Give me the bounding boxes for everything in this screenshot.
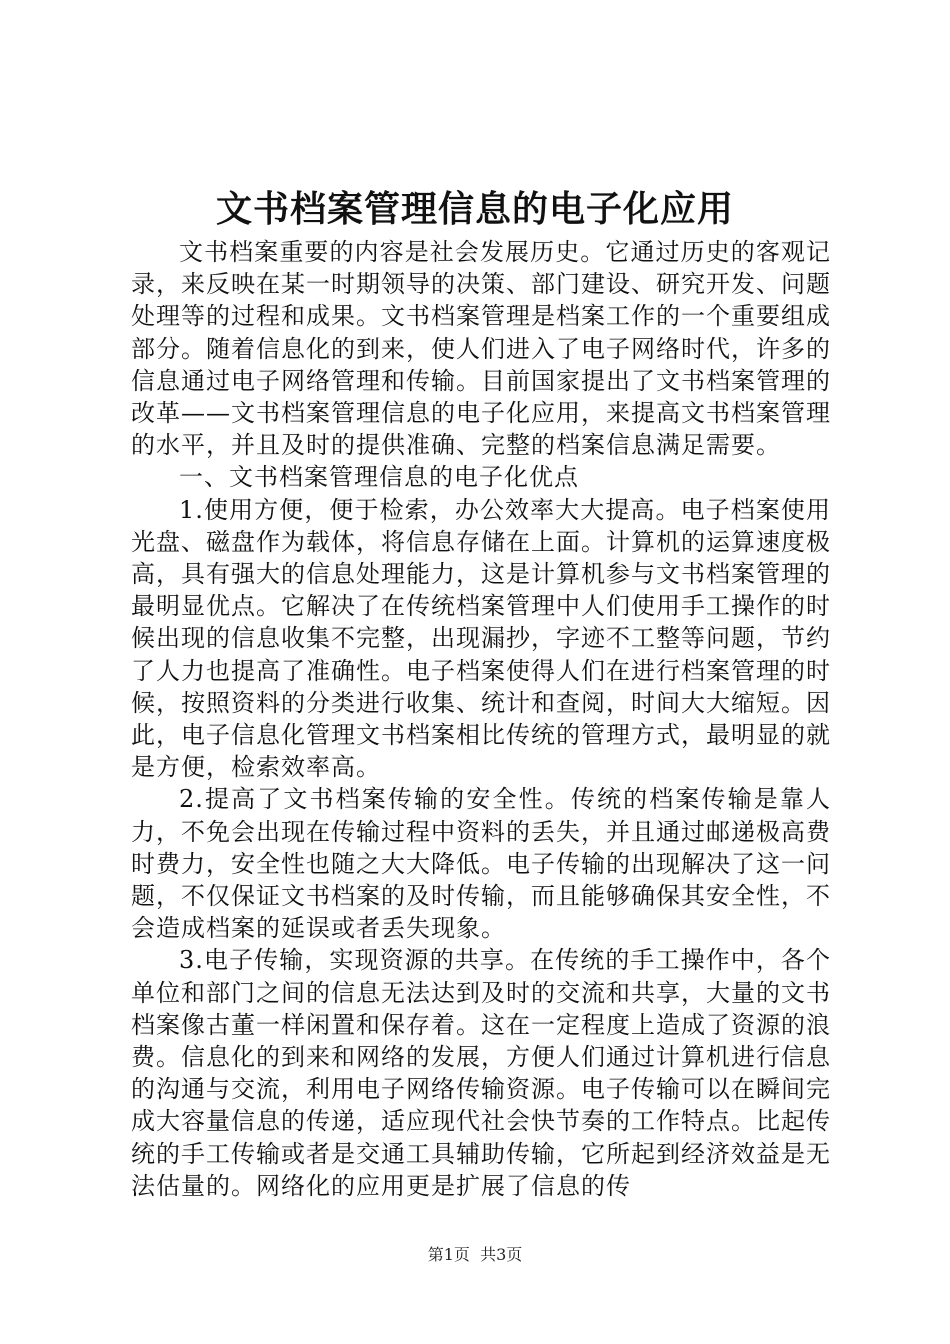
page-footer (0, 1244, 950, 1266)
page-total: 共3页 (480, 1245, 523, 1264)
document-body (131, 236, 831, 1202)
point-2-paragraph: 2.提高了文书档案传输的安全性。传统的档案传输是靠人力，不免会出现在传输过程中资料的丢失，并且通过邮递极高费时费力，安全性也随之大大降低。电子传输的出现解决了这一问题，不仅保证文书档案的及时传输，而且能够确保其安全性，不会造成档案的延误或者丢失现象。 (131, 785, 831, 943)
page-number: 第1页 (427, 1245, 470, 1264)
section-heading: 一、文书档案管理信息的电子化优点 (179, 463, 579, 492)
document-title: 文书档案管理信息的电子化应用 (215, 188, 734, 230)
intro-paragraph: 文书档案重要的内容是社会发展历史。它通过历史的客观记录，来反映在某一时期领导的决策、部门建设、研究开发、问题处理等的过程和成果。文书档案管理是档案工作的一个重要组成部分。随着信息化的到来，使人们进入了电子网络时代，许多的信息通过电子网络管理和传输。目前国家提出了文书档案管理的改革——文书档案管理信息的电子化应用，来提高文书档案管理的水平，并且及时的提供准确、完整的档案信息满足需要。 (131, 238, 831, 460)
point-1-paragraph: 1.使用方便，便于检索，办公效率大大提高。电子档案使用光盘、磁盘作为载体，将信息存储在上面。计算机的运算速度极高，具有强大的信息处理能力，这是计算机参与文书档案管理的最明显优点。它解决了在传统档案管理中人们使用手工操作的时候出现的信息收集不完整，出现漏抄，字迹不工整等问题，节约了人力也提高了准确性。电子档案使得人们在进行档案管理的时候，按照资料的分类进行收集、统计和查阅，时间大大缩短。因此，电子信息化管理文书档案相比传统的管理方式，最明显的就是方便，检索效率高。 (131, 495, 831, 782)
point-3-paragraph: 3.电子传输，实现资源的共享。在传统的手工操作中，各个单位和部门之间的信息无法达到及时的交流和共享，大量的文书档案像古董一样闲置和保存着。这在一定程度上造成了资源的浪费。信息化的到来和网络的发展，方便人们通过计算机进行信息的沟通与交流，利用电子网络传输资源。电子传输可以在瞬间完成大容量信息的传递，适应现代社会快节奏的工作特点。比起传统的手工传输或者是交通工具辅助传输，它所起到经济效益是无法估量的。网络化的应用更是扩展了信息的传 (131, 946, 831, 1200)
